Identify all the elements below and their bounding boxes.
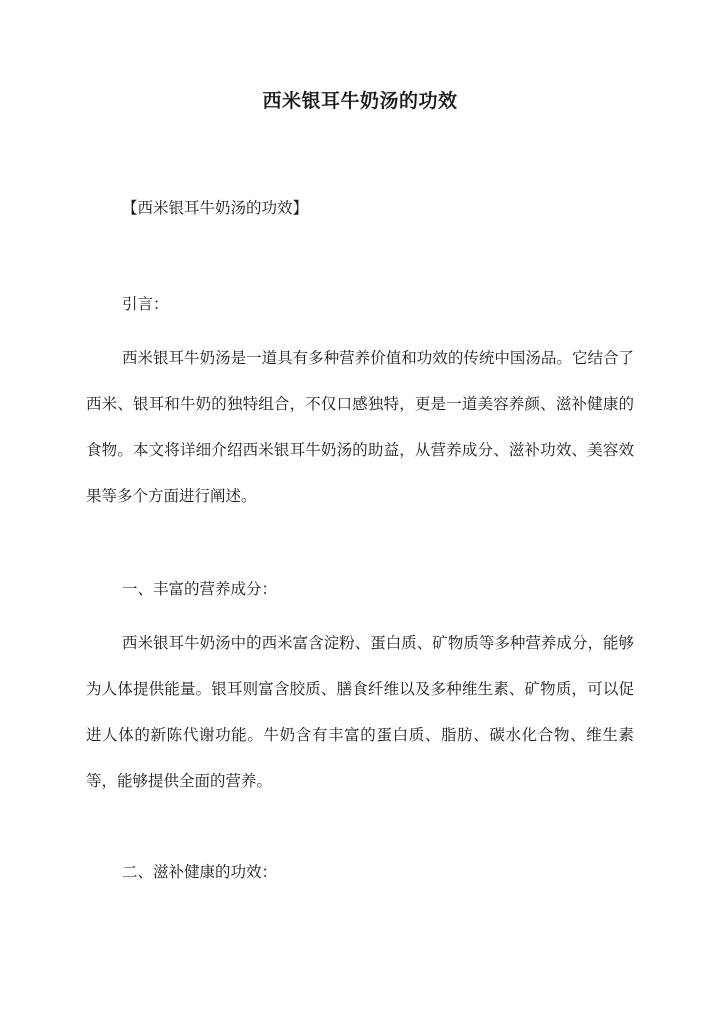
document-title: 西米银耳牛奶汤的功效 [262,90,458,112]
section-1-heading: 一、丰富的营养成分： [122,580,278,598]
intro-paragraph: 西米银耳牛奶汤是一道具有多种营养价值和功效的传统中国汤品。它结合了西米、银耳和牛奶的独特组合，不仅口感独特，更是一道美容养颜、滋补健康的食物。本文将详细介绍西米银耳牛奶汤的助益，从营养成分、滋补功效、美容效果等多个方面进行阐述。 [86,349,634,505]
section-1-paragraph: 西米银耳牛奶汤中的西米富含淀粉、蛋白质、矿物质等多种营养成分，能够为人体提供能量。银耳则富含胶质、膳食纤维以及多种维生素、矿物质，可以促进人体的新陈代谢功能。牛奶含有丰富的蛋白质、脂肪、碳水化合物、维生素等，能够提供全面的营养。 [86,634,634,790]
intro-label: 引言： [122,295,169,313]
subheading: 【西米银耳牛奶汤的功效】 [122,199,309,217]
section-2-heading: 二、滋补健康的功效： [122,863,278,881]
